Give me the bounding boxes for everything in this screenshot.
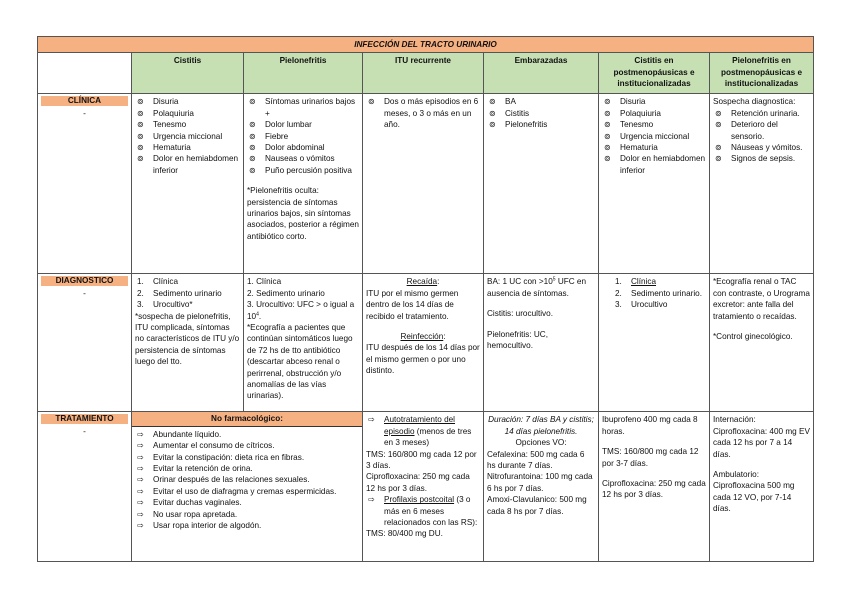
- row-clinica: [38, 94, 814, 274]
- header-pielonefritis: Pielonefritis: [244, 53, 363, 94]
- diagnostico-pielonefritis: [244, 274, 363, 412]
- list-item: ⊚ Polaquiuria: [602, 108, 706, 119]
- list-item: ⊚ Dolor en hemiabdomen inferior: [602, 153, 706, 176]
- list-item: ⊚ Tenesmo: [135, 119, 240, 130]
- header-pielo-postmeno: Pielonefritis en postmenopáusicas e institucionalizadas: [710, 53, 814, 94]
- opciones-vo: Opciones VO:: [515, 438, 567, 448]
- row-tratamiento: [38, 412, 814, 562]
- diagnostico-itu-recurrente: [363, 274, 484, 412]
- uti-summary-table: [37, 36, 814, 562]
- clinica-cistitis: [132, 94, 244, 274]
- header-row: [38, 53, 814, 94]
- recaida-text: ITU por el mismo germen dentro de los 14 días de recibido el tratamiento.: [366, 288, 459, 321]
- bullet-list: [487, 96, 595, 130]
- tratamiento-no-farmacologico: [132, 412, 363, 562]
- list-item: ⊚ Nauseas o vómitos: [247, 153, 359, 164]
- internacion-dose: Ciprofloxacina: 400 mg EV cada 12 hs por 7 a 14 días.: [713, 426, 810, 459]
- arrow-list: [366, 414, 480, 448]
- tms-du-dose: TMS: 80/400 mg DU.: [366, 529, 443, 539]
- numbered-list: [135, 276, 240, 310]
- list-item: ⊚ Pielonefritis: [487, 119, 595, 130]
- list-item: ⊚ Tenesmo: [602, 119, 706, 130]
- list-item: 2. Sedimento urinario.: [615, 288, 702, 298]
- autotratamiento-item: ⇨ Autotratamiento del episodio (menos de tres en 3 meses): [366, 414, 480, 448]
- diagnostico-cistitis: [132, 274, 244, 412]
- arrow-list: [366, 494, 480, 528]
- diagnostico-label: DIAGNOSTICO: [41, 276, 128, 286]
- cipro-dose: Ciprofloxacina: 250 mg cada 12 hs por 3 días.: [366, 472, 470, 493]
- list-item: ⇨ Evitar la constipación: dieta rica en fibras.: [135, 452, 359, 463]
- internacion-title: Internación:: [713, 415, 756, 425]
- list-item: ⇨ Evitar el uso de diafragma y cremas espermicidas.: [135, 486, 359, 497]
- ecografia-tac-note: *Ecografía renal o TAC con contraste, o Urograma excretor: ante falla del tratamiento o recaídas.: [713, 277, 810, 321]
- diag-urocultivo: 3. Urocultivo: UFC > o igual a $10^4$.: [247, 300, 355, 321]
- nitrofurantoina-dose: Nitrofurantoina: 100 mg cada 6 hs por 7 días.: [487, 472, 593, 493]
- row-label-diagnostico: [38, 274, 132, 412]
- cefalexina-dose: Cefalexina: 500 mg cada 6 hs durante 7 días.: [487, 449, 585, 471]
- dash: -: [83, 427, 86, 437]
- numbered-list: [613, 276, 706, 310]
- clinica-cistitis-postmeno: [599, 94, 710, 274]
- header-cistitis-postmeno: Cistitis en postmenopáusicas e institucionalizadas: [599, 53, 710, 94]
- clinica-pielo-postmeno: [710, 94, 814, 274]
- list-item: ⇨ Usar ropa interior de algodón.: [135, 520, 359, 531]
- amoxi-dose: Amoxi-Clavulanico: 500 mg cada 8 hs por 7 días.: [487, 495, 587, 516]
- list-item: ⊚ Hematuria: [602, 142, 706, 153]
- sospecha-label: Sospecha diagnostica:: [713, 97, 796, 107]
- list-item: ⇨ Abundante líquido.: [135, 429, 359, 440]
- tratamiento-cistitis-postmeno: [599, 412, 710, 562]
- list-item: ⇨ Orinar después de las relaciones sexuales.: [135, 474, 359, 485]
- list-item: ⇨ Aumentar el consumo de cítricos.: [135, 440, 359, 451]
- emb-ba: BA: 1 UC con $>10^5$ UFC en ausencia de síntomas.: [487, 276, 587, 298]
- emb-pielo: Pielonefritis: UC, hemocultivo.: [487, 329, 548, 351]
- recaida-title: Recaída:: [406, 277, 440, 287]
- list-item: 1. Clínica: [615, 277, 657, 287]
- clinica-embarazadas: [484, 94, 599, 274]
- list-item: 3. Urocultivo*: [137, 300, 193, 310]
- diagnostico-cistitis-postmeno: [599, 274, 710, 412]
- clinica-itu-recurrente: [363, 94, 484, 274]
- arrow-list: [135, 429, 359, 532]
- diag-line: 2. Sedimento urinario: [247, 288, 325, 298]
- list-item: ⊚ Disuria: [602, 96, 706, 107]
- list-item: ⊚ Retención urinaria.: [713, 108, 810, 119]
- bullet-list: [713, 108, 810, 165]
- bullet-list: [247, 96, 359, 176]
- list-item: ⊚ Disuria: [135, 96, 240, 107]
- list-item: 1. Clínica: [137, 277, 179, 287]
- list-item: ⊚ Puño percusión positiva: [247, 165, 359, 176]
- diagnostico-pielo-postmeno: [710, 274, 814, 412]
- row-label-tratamiento: [38, 412, 132, 562]
- tratamiento-itu-recurrente: [363, 412, 484, 562]
- list-item: ⊚ Dolor en hemiabdomen inferior: [135, 153, 240, 176]
- cistitis-diag-note: *sospecha de pielonefritis, ITU complicada, síntomas no característicos de ITU y/o persistencia de síntomas luego del tto.: [135, 311, 240, 367]
- cipro-dose: Ciprofloxacina: 250 mg cada 12 hs por 3 días.: [602, 479, 706, 500]
- tratamiento-label: TRATAMIENTO: [41, 414, 128, 424]
- bullet-list: [366, 96, 480, 130]
- clinica-label: CLÍNICA: [41, 96, 128, 106]
- ambulatorio-dose: Ciprofloxacina 500 mg cada 12 VO, por 7-14 días.: [713, 481, 795, 514]
- list-item: ⊚ Cistitis: [487, 108, 595, 119]
- list-item: ⇨ Evitar la retención de orina.: [135, 463, 359, 474]
- list-item: ⊚ Signos de sepsis.: [713, 153, 810, 164]
- list-item: ⊚ Urgencia miccional: [602, 131, 706, 142]
- list-item: ⊚ BA: [487, 96, 595, 107]
- list-item: 2. Sedimento urinario: [137, 288, 222, 298]
- pielonefritis-oculta-note: *Pielonefritis oculta: persistencia de síntomas urinarios bajos, sin síntomas asociados, posterior a régimen antibiótico corto.: [247, 186, 359, 241]
- list-item: ⊚ Dolor abdominal: [247, 142, 359, 153]
- header-cistitis: Cistitis: [132, 53, 244, 94]
- duracion-note: Duración: 7 días BA y cistitis; 14 días pielonefritis.: [488, 415, 594, 436]
- profilaxis-item: ⇨ Profilaxis postcoital (3 o más en 6 meses relacionados con las RS):: [366, 494, 480, 528]
- title-row: [38, 37, 814, 53]
- dash: -: [83, 289, 86, 299]
- header-blank: [38, 53, 132, 94]
- clinica-pielonefritis: [244, 94, 363, 274]
- reinfeccion-text: ITU después de los 14 días por el mismo germen o por uno distinto.: [366, 343, 480, 376]
- no-farmacologico-title: No farmacológico:: [132, 412, 362, 426]
- table-title: INFECCIÓN DEL TRACTO URINARIO: [38, 37, 814, 53]
- diagnostico-embarazadas: [484, 274, 599, 412]
- tratamiento-pielo-postmeno: [710, 412, 814, 562]
- diag-line: 1. Clínica: [247, 277, 282, 287]
- list-item: ⇨ No usar ropa apretada.: [135, 509, 359, 520]
- ambulatorio-title: Ambulatorio:: [713, 470, 759, 480]
- list-item: ⊚ Dolor lumbar: [247, 119, 359, 130]
- list-item: ⊚ Síntomas urinarios bajos +: [247, 96, 359, 119]
- tms-dose: TMS: 160/800 mg cada 12 por 3-7 días.: [602, 447, 699, 468]
- list-item: 3. Urocultivo: [615, 300, 668, 310]
- list-item: ⊚ Urgencia miccional: [135, 131, 240, 142]
- list-item: ⊚ Náuseas y vómitos.: [713, 142, 810, 153]
- dash: -: [83, 109, 86, 119]
- ecografia-note: *Ecografía a pacientes que continúan sintomáticos luego de 72 hs de tto antibiótico (descartar abceso renal o perirrenal, obstrucción y/o anomalías de las vías urinarias).: [247, 323, 353, 401]
- header-itu-recurrente: ITU recurrente: [363, 53, 484, 94]
- list-item: ⊚ Polaquiuria: [135, 108, 240, 119]
- row-diagnostico: [38, 274, 814, 412]
- reinfeccion-title: Reinfección:: [400, 332, 446, 342]
- list-item: ⊚ Fiebre: [247, 131, 359, 142]
- bullet-list: [135, 96, 240, 176]
- list-item: ⊚ Hematuria: [135, 142, 240, 153]
- row-label-clinica: [38, 94, 132, 274]
- list-item: ⇨ Evitar duchas vaginales.: [135, 497, 359, 508]
- tms-dose: TMS: 160/800 mg cada 12 por 3 días.: [366, 449, 477, 471]
- header-embarazadas: Embarazadas: [484, 53, 599, 94]
- control-gineco-note: *Control ginecológico.: [713, 332, 793, 342]
- list-item: ⊚ Dos o más episodios en 6 meses, o 3 o más en un año.: [366, 96, 480, 130]
- ibuprofeno-dose: Ibuprofeno 400 mg cada 8 horas.: [602, 415, 698, 436]
- bullet-list: [602, 96, 706, 176]
- list-item: ⊚ Deterioro del sensorio.: [713, 119, 810, 142]
- tratamiento-embarazadas: [484, 412, 599, 562]
- emb-cistitis: Cistitis: urocultivo.: [487, 309, 553, 319]
